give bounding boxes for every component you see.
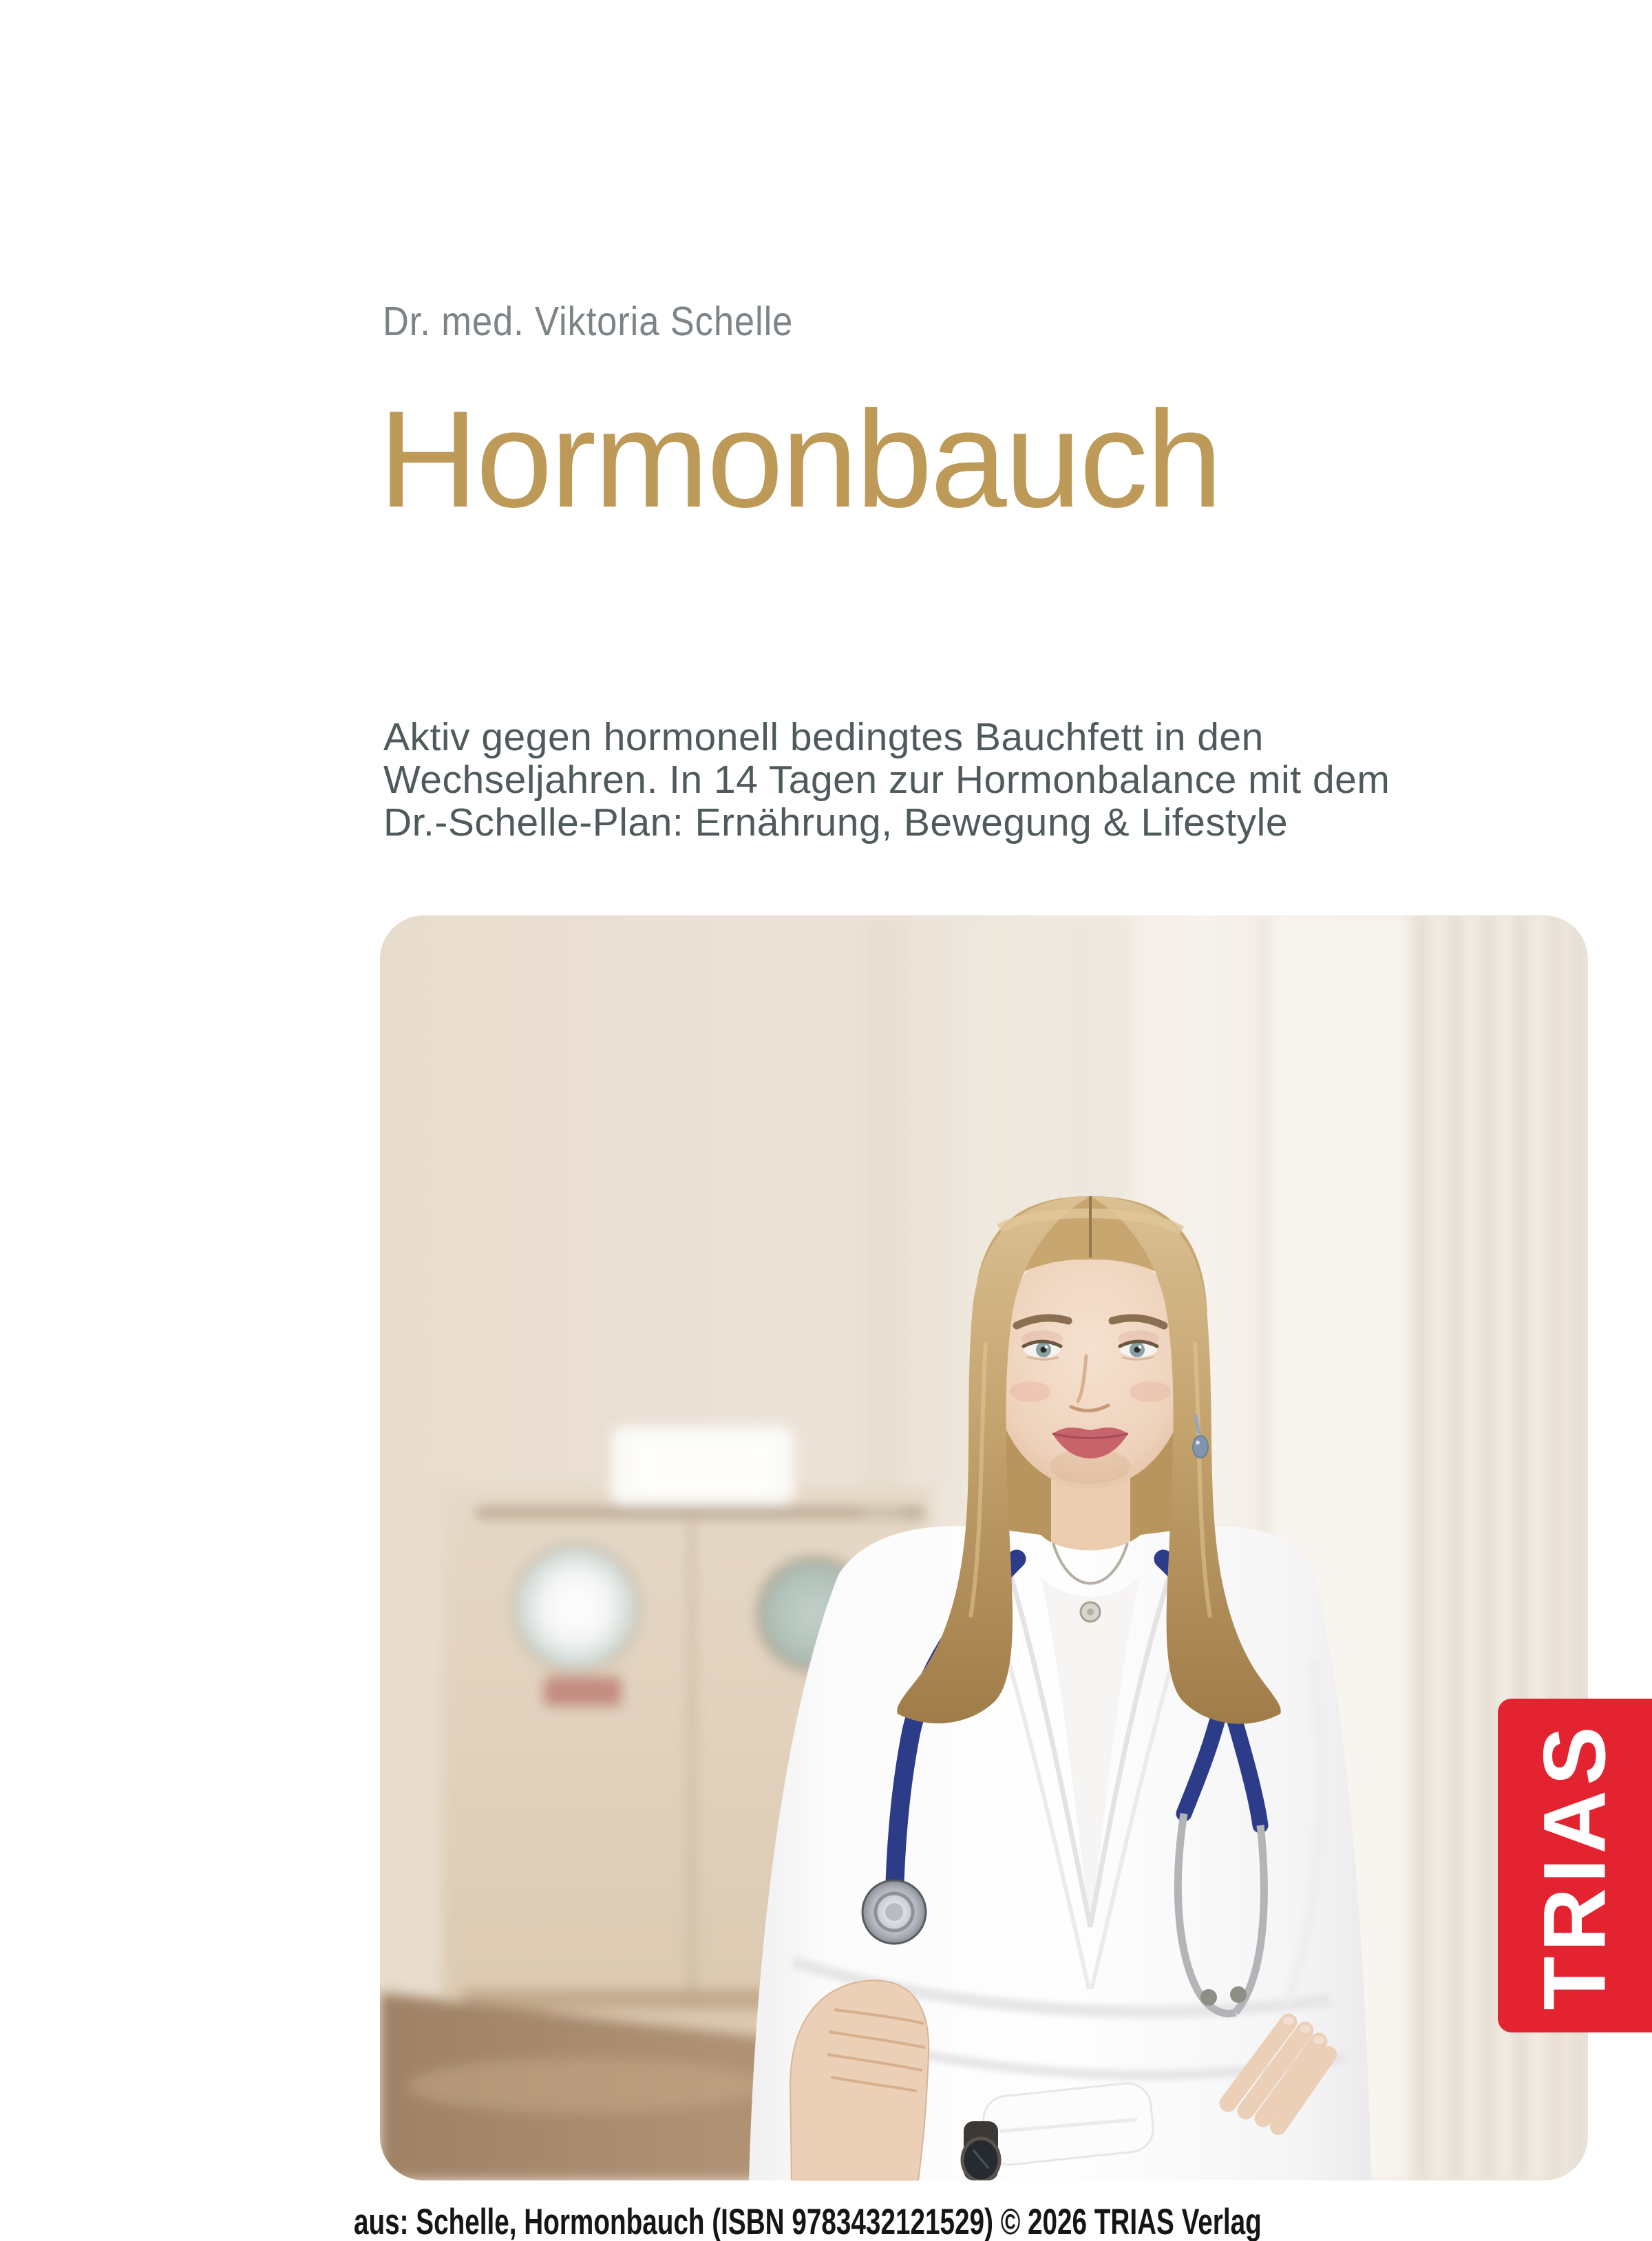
author-name-text: Dr. med. Viktoria Schelle xyxy=(383,299,794,344)
trias-logo xyxy=(1498,1699,1652,2032)
subtitle-line-3: Dr.-Schelle-Plan: Ernährung, Bewegung & Lifestyle xyxy=(383,800,1289,845)
cover-photo-illustration xyxy=(380,915,1588,2180)
trias-logo-text: TRIAS xyxy=(1525,1721,1624,2010)
subtitle xyxy=(383,716,1390,844)
source-caption-text: aus: Schelle, Hormonbauch (ISBN 9783432121529) © 2026 TRIAS Verlag xyxy=(354,2202,1262,2241)
author-name xyxy=(383,301,844,342)
cover-photo xyxy=(380,915,1588,2180)
book-title: Hormonbauch xyxy=(379,383,1221,536)
source-caption xyxy=(354,2201,1598,2241)
subtitle-line-2: Wechseljahren. In 14 Tagen zur Hormonbalance mit dem xyxy=(383,758,1390,802)
subtitle-line-1: Aktiv gegen hormonell bedingtes Bauchfett in den xyxy=(383,715,1264,759)
wristwatch xyxy=(962,2121,999,2180)
